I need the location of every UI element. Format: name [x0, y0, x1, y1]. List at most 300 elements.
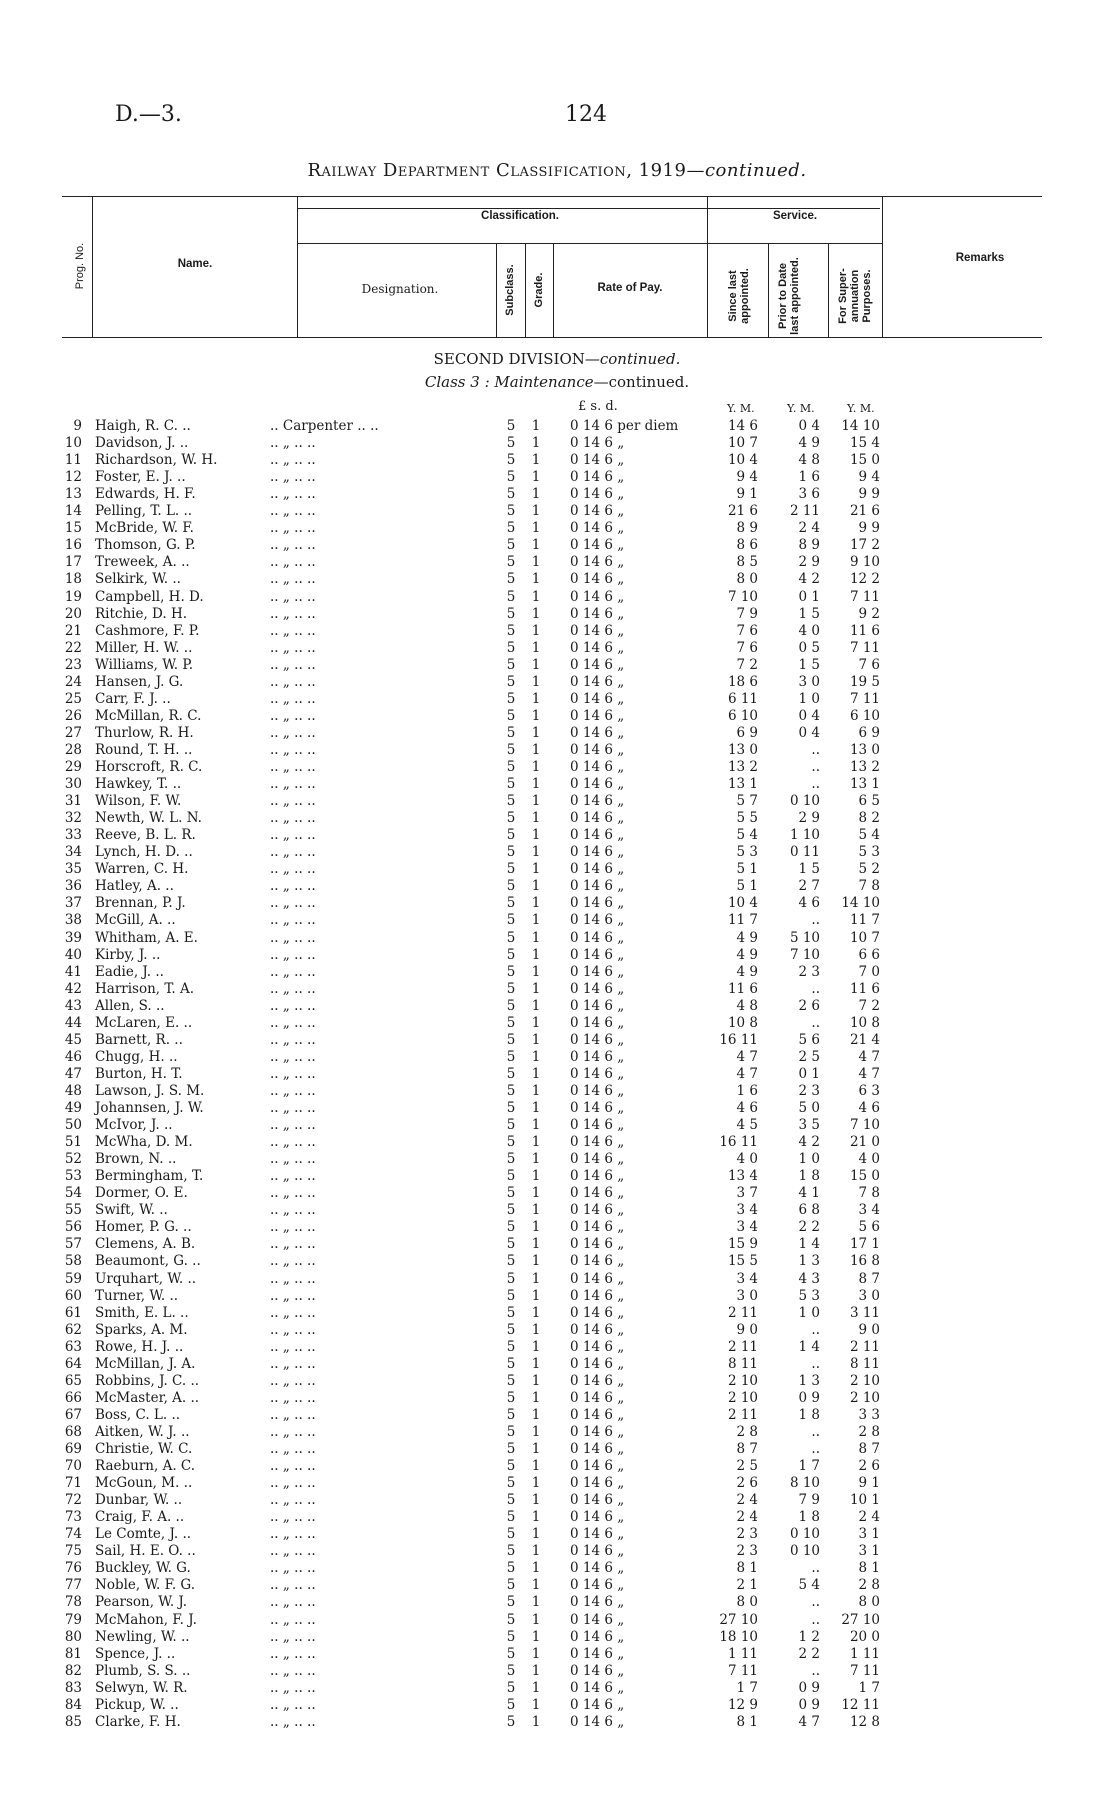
- row-subclass: 5: [506, 895, 516, 912]
- title-main: Railway Department Classification, 1919: [307, 160, 687, 181]
- row-superannuation: 13 0: [849, 741, 880, 758]
- class-label: Class 3 : Maintenance: [424, 373, 594, 391]
- row-grade: 1: [531, 690, 541, 707]
- row-grade: 1: [531, 810, 541, 827]
- row-superannuation: 12 8: [849, 1713, 880, 1730]
- row-name: Reeve, B. L. R.: [95, 827, 196, 844]
- row-designation: .. „ .. ..: [270, 537, 316, 554]
- row-superannuation: 1 7: [858, 1679, 880, 1696]
- row-subclass: 5: [506, 418, 516, 434]
- row-subclass: 5: [506, 673, 516, 690]
- table-row: [0, 589, 1114, 606]
- row-grade: 1: [531, 1117, 541, 1134]
- row-since-last: 18 6: [727, 673, 758, 690]
- header-name: Name.: [177, 258, 213, 270]
- row-name: Chugg, H. ..: [95, 1048, 178, 1065]
- row-rate-of-pay: 0 14 6 „: [570, 673, 625, 690]
- row-superannuation: 20 0: [849, 1628, 880, 1645]
- row-prior-to-date: 1 2: [798, 1628, 820, 1645]
- row-number: 27: [64, 724, 82, 741]
- row-prior-to-date: 2 2: [798, 1645, 820, 1662]
- row-number: 36: [64, 878, 82, 895]
- row-prior-to-date: 1 5: [798, 861, 820, 878]
- row-since-last: 2 11: [727, 1338, 758, 1355]
- row-rate-of-pay: 0 14 6 „: [570, 1117, 625, 1134]
- row-prior-to-date: 1 4: [798, 1338, 820, 1355]
- row-name: Davidson, J. ..: [95, 435, 189, 452]
- row-number: 30: [64, 776, 82, 793]
- row-designation: .. „ .. ..: [270, 639, 316, 656]
- row-name: Plumb, S. S. ..: [95, 1662, 191, 1679]
- row-subclass: 5: [506, 1168, 516, 1185]
- table-row: [0, 1424, 1114, 1441]
- row-number: 58: [64, 1253, 82, 1270]
- row-since-last: 13 1: [727, 776, 758, 793]
- row-prior-to-date: ..: [811, 980, 820, 997]
- row-since-last: 16 11: [719, 1031, 758, 1048]
- row-rate-of-pay: 0 14 6 „: [570, 1355, 625, 1372]
- row-prior-to-date: ..: [811, 1662, 820, 1679]
- row-subclass: 5: [506, 435, 516, 452]
- row-superannuation: 5 2: [858, 861, 880, 878]
- row-name: Hatley, A. ..: [95, 878, 174, 895]
- row-name: McGoun, M. ..: [95, 1475, 193, 1492]
- row-grade: 1: [531, 571, 541, 588]
- row-number: 63: [64, 1338, 82, 1355]
- row-prior-to-date: 1 0: [798, 690, 820, 707]
- row-grade: 1: [531, 997, 541, 1014]
- header-for-super: For Super-annuation Purposes.: [837, 268, 873, 324]
- row-subclass: 5: [506, 1423, 516, 1440]
- row-subclass: 5: [506, 810, 516, 827]
- row-name: Craig, F. A. ..: [95, 1509, 185, 1526]
- row-number: 78: [64, 1594, 82, 1611]
- row-designation: .. Carpenter .. ..: [270, 418, 379, 434]
- row-subclass: 5: [506, 1543, 516, 1560]
- row-number: 31: [64, 793, 82, 810]
- row-name: McMillan, R. C.: [95, 707, 202, 724]
- row-since-last: 6 10: [727, 707, 758, 724]
- row-number: 49: [64, 1100, 82, 1116]
- row-designation: .. „ .. ..: [270, 759, 316, 775]
- row-subclass: 5: [506, 1100, 516, 1116]
- row-number: 67: [64, 1406, 82, 1423]
- row-subclass: 5: [506, 520, 516, 537]
- table-row: [0, 1629, 1114, 1646]
- row-designation: .. „ .. ..: [270, 1679, 316, 1696]
- table-row: [0, 1526, 1114, 1543]
- row-name: Thurlow, R. H.: [95, 724, 194, 741]
- row-subclass: 5: [506, 1577, 516, 1594]
- row-grade: 1: [531, 1577, 541, 1594]
- header-prior-to-date: Prior to Date last appointed.: [777, 257, 801, 335]
- table-row: [0, 981, 1114, 998]
- row-name: McMahon, F. J.: [95, 1611, 197, 1628]
- row-subclass: 5: [506, 1441, 516, 1457]
- row-prior-to-date: 0 4: [798, 418, 820, 434]
- row-designation: .. „ .. ..: [270, 895, 316, 912]
- row-number: 60: [64, 1287, 82, 1304]
- row-prior-to-date: ..: [811, 1355, 820, 1372]
- row-prior-to-date: 0 1: [798, 588, 820, 605]
- table-row: [0, 537, 1114, 554]
- row-rate-of-pay: 0 14 6 „: [570, 1679, 625, 1696]
- row-rate-of-pay: 0 14 6 „: [570, 571, 625, 588]
- row-rate-of-pay: 0 14 6 per diem: [570, 418, 679, 434]
- row-prior-to-date: 2 6: [798, 997, 820, 1014]
- row-prior-to-date: ..: [811, 1014, 820, 1031]
- row-designation: .. „ .. ..: [270, 469, 316, 486]
- row-superannuation: 21 4: [849, 1031, 880, 1048]
- table-row: [0, 1271, 1114, 1288]
- row-superannuation: 2 11: [849, 1338, 880, 1355]
- row-grade: 1: [531, 946, 541, 963]
- row-subclass: 5: [506, 929, 516, 946]
- row-number: 75: [64, 1543, 82, 1560]
- row-number: 57: [64, 1236, 82, 1253]
- table-row: [0, 674, 1114, 691]
- row-grade: 1: [531, 793, 541, 810]
- row-since-last: 8 1: [736, 1560, 758, 1577]
- row-since-last: 13 0: [727, 741, 758, 758]
- table-row: [0, 998, 1114, 1015]
- row-subclass: 5: [506, 1031, 516, 1048]
- row-rate-of-pay: 0 14 6 „: [570, 912, 625, 929]
- row-subclass: 5: [506, 1492, 516, 1509]
- row-prior-to-date: 2 9: [798, 810, 820, 827]
- row-since-last: 2 6: [736, 1475, 758, 1492]
- row-superannuation: 5 3: [858, 844, 880, 861]
- row-number: 68: [64, 1423, 82, 1440]
- row-grade: 1: [531, 1304, 541, 1321]
- row-since-last: 1 7: [736, 1679, 758, 1696]
- row-rate-of-pay: 0 14 6 „: [570, 1100, 625, 1116]
- header-grade: Grade.: [533, 272, 545, 308]
- row-grade: 1: [531, 1406, 541, 1423]
- row-since-last: 1 11: [727, 1645, 758, 1662]
- row-superannuation: 12 11: [841, 1696, 880, 1713]
- row-prior-to-date: 1 4: [798, 1236, 820, 1253]
- row-grade: 1: [531, 1065, 541, 1082]
- row-subclass: 5: [506, 1509, 516, 1526]
- row-rate-of-pay: 0 14 6 „: [570, 690, 625, 707]
- row-designation: .. „ .. ..: [270, 929, 316, 946]
- row-designation: .. „ .. ..: [270, 554, 316, 571]
- row-name: Raeburn, A. C.: [95, 1458, 196, 1475]
- row-prior-to-date: 5 4: [798, 1577, 820, 1594]
- row-since-last: 1 6: [736, 1082, 758, 1099]
- row-name: Hansen, J. G.: [95, 673, 184, 690]
- row-rate-of-pay: 0 14 6 „: [570, 1134, 625, 1151]
- row-subclass: 5: [506, 1526, 516, 1543]
- row-number: 51: [64, 1134, 82, 1151]
- row-prior-to-date: 0 1: [798, 1065, 820, 1082]
- header-prog-no: Prog. No.: [74, 242, 86, 290]
- row-designation: .. „ .. ..: [270, 1355, 316, 1372]
- row-number: 56: [64, 1219, 82, 1236]
- table-row: [0, 1458, 1114, 1475]
- row-subclass: 5: [506, 963, 516, 980]
- row-grade: 1: [531, 554, 541, 571]
- row-number: 29: [64, 759, 82, 775]
- row-subclass: 5: [506, 605, 516, 622]
- division-suffix: —continued.: [584, 350, 681, 368]
- row-superannuation: 2 10: [849, 1389, 880, 1406]
- row-since-last: 6 9: [736, 724, 758, 741]
- row-number: 9: [73, 418, 82, 434]
- table-row: [0, 1492, 1114, 1509]
- row-prior-to-date: 1 8: [798, 1509, 820, 1526]
- row-designation: .. „ .. ..: [270, 1031, 316, 1048]
- row-prior-to-date: ..: [811, 1441, 820, 1457]
- row-number: 59: [64, 1270, 82, 1287]
- row-name: Hawkey, T. ..: [95, 776, 182, 793]
- row-grade: 1: [531, 1355, 541, 1372]
- row-grade: 1: [531, 759, 541, 775]
- row-superannuation: 9 2: [858, 605, 880, 622]
- row-grade: 1: [531, 844, 541, 861]
- row-since-last: 15 9: [727, 1236, 758, 1253]
- row-name: Le Comte, J. ..: [95, 1526, 192, 1543]
- row-prior-to-date: ..: [811, 776, 820, 793]
- row-grade: 1: [531, 673, 541, 690]
- row-prior-to-date: 0 10: [789, 1543, 820, 1560]
- row-grade: 1: [531, 1202, 541, 1219]
- row-since-last: 2 10: [727, 1372, 758, 1389]
- row-superannuation: 8 2: [858, 810, 880, 827]
- row-name: Haigh, R. C. ..: [95, 418, 191, 434]
- row-subclass: 5: [506, 554, 516, 571]
- table-row: [0, 1441, 1114, 1458]
- row-superannuation: 7 6: [858, 656, 880, 673]
- row-superannuation: 2 8: [858, 1577, 880, 1594]
- row-designation: .. „ .. ..: [270, 1287, 316, 1304]
- row-prior-to-date: ..: [811, 1321, 820, 1338]
- row-superannuation: 10 8: [849, 1014, 880, 1031]
- header-rate-of-pay: Rate of Pay.: [597, 282, 663, 294]
- row-grade: 1: [531, 418, 541, 434]
- row-superannuation: 2 10: [849, 1372, 880, 1389]
- row-grade: 1: [531, 656, 541, 673]
- row-name: Sail, H. E. O. ..: [95, 1543, 196, 1560]
- row-grade: 1: [531, 980, 541, 997]
- row-rate-of-pay: 0 14 6 „: [570, 895, 625, 912]
- row-grade: 1: [531, 1134, 541, 1151]
- table-row: [0, 1236, 1114, 1253]
- row-designation: .. „ .. ..: [270, 1492, 316, 1509]
- row-designation: .. „ .. ..: [270, 1509, 316, 1526]
- row-name: Pelling, T. L. ..: [95, 503, 193, 520]
- row-rate-of-pay: 0 14 6 „: [570, 980, 625, 997]
- row-name: Foster, E. J. ..: [95, 469, 186, 486]
- row-subclass: 5: [506, 1304, 516, 1321]
- row-number: 20: [64, 605, 82, 622]
- row-superannuation: 17 2: [849, 537, 880, 554]
- header-designation: Designation.: [361, 282, 439, 296]
- row-grade: 1: [531, 1287, 541, 1304]
- row-superannuation: 7 11: [849, 690, 880, 707]
- row-name: Rowe, H. J. ..: [95, 1338, 184, 1355]
- row-subclass: 5: [506, 1645, 516, 1662]
- header-subclass: Subclass.: [504, 264, 516, 316]
- row-number: 18: [64, 571, 82, 588]
- row-subclass: 5: [506, 1679, 516, 1696]
- row-since-last: 11 6: [727, 980, 758, 997]
- table-row: [0, 1185, 1114, 1202]
- row-superannuation: 9 10: [849, 554, 880, 571]
- row-since-last: 9 0: [736, 1321, 758, 1338]
- row-designation: .. „ .. ..: [270, 810, 316, 827]
- row-since-last: 2 1: [736, 1577, 758, 1594]
- row-subclass: 5: [506, 1321, 516, 1338]
- row-superannuation: 7 11: [849, 1662, 880, 1679]
- page-ref: D.—3.: [115, 102, 182, 127]
- row-number: 43: [64, 997, 82, 1014]
- row-subclass: 5: [506, 707, 516, 724]
- row-designation: .. „ .. ..: [270, 503, 316, 520]
- row-number: 64: [64, 1355, 82, 1372]
- row-grade: 1: [531, 605, 541, 622]
- row-since-last: 5 1: [736, 878, 758, 895]
- row-subclass: 5: [506, 1253, 516, 1270]
- row-grade: 1: [531, 520, 541, 537]
- row-prior-to-date: 1 5: [798, 605, 820, 622]
- row-prior-to-date: 2 3: [798, 1082, 820, 1099]
- row-superannuation: 5 6: [858, 1219, 880, 1236]
- row-grade: 1: [531, 1082, 541, 1099]
- row-designation: .. „ .. ..: [270, 1270, 316, 1287]
- row-grade: 1: [531, 878, 541, 895]
- row-since-last: 21 6: [727, 503, 758, 520]
- row-since-last: 5 7: [736, 793, 758, 810]
- row-number: 40: [64, 946, 82, 963]
- row-since-last: 4 7: [736, 1048, 758, 1065]
- table-row: [0, 776, 1114, 793]
- row-number: 71: [64, 1475, 82, 1492]
- row-grade: 1: [531, 1185, 541, 1202]
- row-prior-to-date: ..: [811, 1594, 820, 1611]
- row-designation: .. „ .. ..: [270, 1628, 316, 1645]
- row-number: 14: [64, 503, 82, 520]
- row-prior-to-date: 5 0: [798, 1100, 820, 1116]
- row-name: Harrison, T. A.: [95, 980, 195, 997]
- row-prior-to-date: ..: [811, 741, 820, 758]
- row-since-last: 8 1: [736, 1713, 758, 1730]
- row-rate-of-pay: 0 14 6 „: [570, 878, 625, 895]
- row-number: 73: [64, 1509, 82, 1526]
- row-subclass: 5: [506, 537, 516, 554]
- row-prior-to-date: 0 5: [798, 639, 820, 656]
- row-grade: 1: [531, 1321, 541, 1338]
- row-designation: .. „ .. ..: [270, 1236, 316, 1253]
- row-name: Newth, W. L. N.: [95, 810, 202, 827]
- row-number: 82: [64, 1662, 82, 1679]
- row-prior-to-date: 1 6: [798, 469, 820, 486]
- row-subclass: 5: [506, 1338, 516, 1355]
- title-suffix: —continued.: [686, 160, 807, 181]
- table-row: [0, 1100, 1114, 1117]
- row-superannuation: 14 10: [841, 418, 880, 434]
- row-rate-of-pay: 0 14 6 „: [570, 1031, 625, 1048]
- table-row: [0, 1663, 1114, 1680]
- row-rate-of-pay: 0 14 6 „: [570, 469, 625, 486]
- row-name: Edwards, H. F.: [95, 486, 196, 503]
- row-since-last: 8 5: [736, 554, 758, 571]
- row-designation: .. „ .. ..: [270, 844, 316, 861]
- row-designation: .. „ .. ..: [270, 1441, 316, 1457]
- row-subclass: 5: [506, 1151, 516, 1168]
- row-grade: 1: [531, 1679, 541, 1696]
- row-since-last: 10 4: [727, 452, 758, 469]
- row-number: 37: [64, 895, 82, 912]
- row-grade: 1: [531, 1543, 541, 1560]
- table-row: [0, 1083, 1114, 1100]
- row-superannuation: 10 7: [849, 929, 880, 946]
- row-since-last: 4 6: [736, 1100, 758, 1116]
- row-rate-of-pay: 0 14 6 „: [570, 1048, 625, 1065]
- table-row: [0, 742, 1114, 759]
- row-prior-to-date: 1 0: [798, 1151, 820, 1168]
- row-number: 28: [64, 741, 82, 758]
- class-suffix: —continued.: [593, 373, 690, 391]
- row-name: Thomson, G. P.: [95, 537, 196, 554]
- row-since-last: 7 6: [736, 622, 758, 639]
- row-name: McIvor, J. ..: [95, 1117, 173, 1134]
- row-number: 16: [64, 537, 82, 554]
- row-name: Newling, W. ..: [95, 1628, 190, 1645]
- table-row: [0, 606, 1114, 623]
- row-number: 34: [64, 844, 82, 861]
- row-superannuation: 9 1: [858, 1475, 880, 1492]
- row-name: Warren, C. H.: [95, 861, 189, 878]
- row-grade: 1: [531, 1151, 541, 1168]
- row-since-last: 7 11: [727, 1662, 758, 1679]
- row-subclass: 5: [506, 469, 516, 486]
- unit-super: Y. M.: [847, 402, 875, 415]
- row-superannuation: 3 3: [858, 1406, 880, 1423]
- table-row: [0, 1475, 1114, 1492]
- row-rate-of-pay: 0 14 6 „: [570, 1628, 625, 1645]
- row-designation: .. „ .. ..: [270, 980, 316, 997]
- row-subclass: 5: [506, 1389, 516, 1406]
- row-number: 74: [64, 1526, 82, 1543]
- table-row: [0, 725, 1114, 742]
- row-name: McBride, W. F.: [95, 520, 194, 537]
- row-name: Whitham, A. E.: [95, 929, 198, 946]
- row-since-last: 2 5: [736, 1458, 758, 1475]
- row-name: Dormer, O. E.: [95, 1185, 188, 1202]
- table-row: [0, 759, 1114, 776]
- row-since-last: 3 4: [736, 1202, 758, 1219]
- table-row: [0, 1612, 1114, 1629]
- row-designation: .. „ .. ..: [270, 605, 316, 622]
- row-prior-to-date: 0 4: [798, 724, 820, 741]
- row-since-last: 8 9: [736, 520, 758, 537]
- table-row: [0, 1680, 1114, 1697]
- row-since-last: 13 4: [727, 1168, 758, 1185]
- row-grade: 1: [531, 1492, 541, 1509]
- row-subclass: 5: [506, 571, 516, 588]
- row-designation: .. „ .. ..: [270, 1014, 316, 1031]
- table-row: [0, 1219, 1114, 1236]
- row-rate-of-pay: 0 14 6 „: [570, 793, 625, 810]
- row-rate-of-pay: 0 14 6 „: [570, 724, 625, 741]
- row-superannuation: 7 11: [849, 639, 880, 656]
- row-designation: .. „ .. ..: [270, 452, 316, 469]
- row-designation: .. „ .. ..: [270, 724, 316, 741]
- row-superannuation: 4 6: [858, 1100, 880, 1116]
- row-rate-of-pay: 0 14 6 „: [570, 929, 625, 946]
